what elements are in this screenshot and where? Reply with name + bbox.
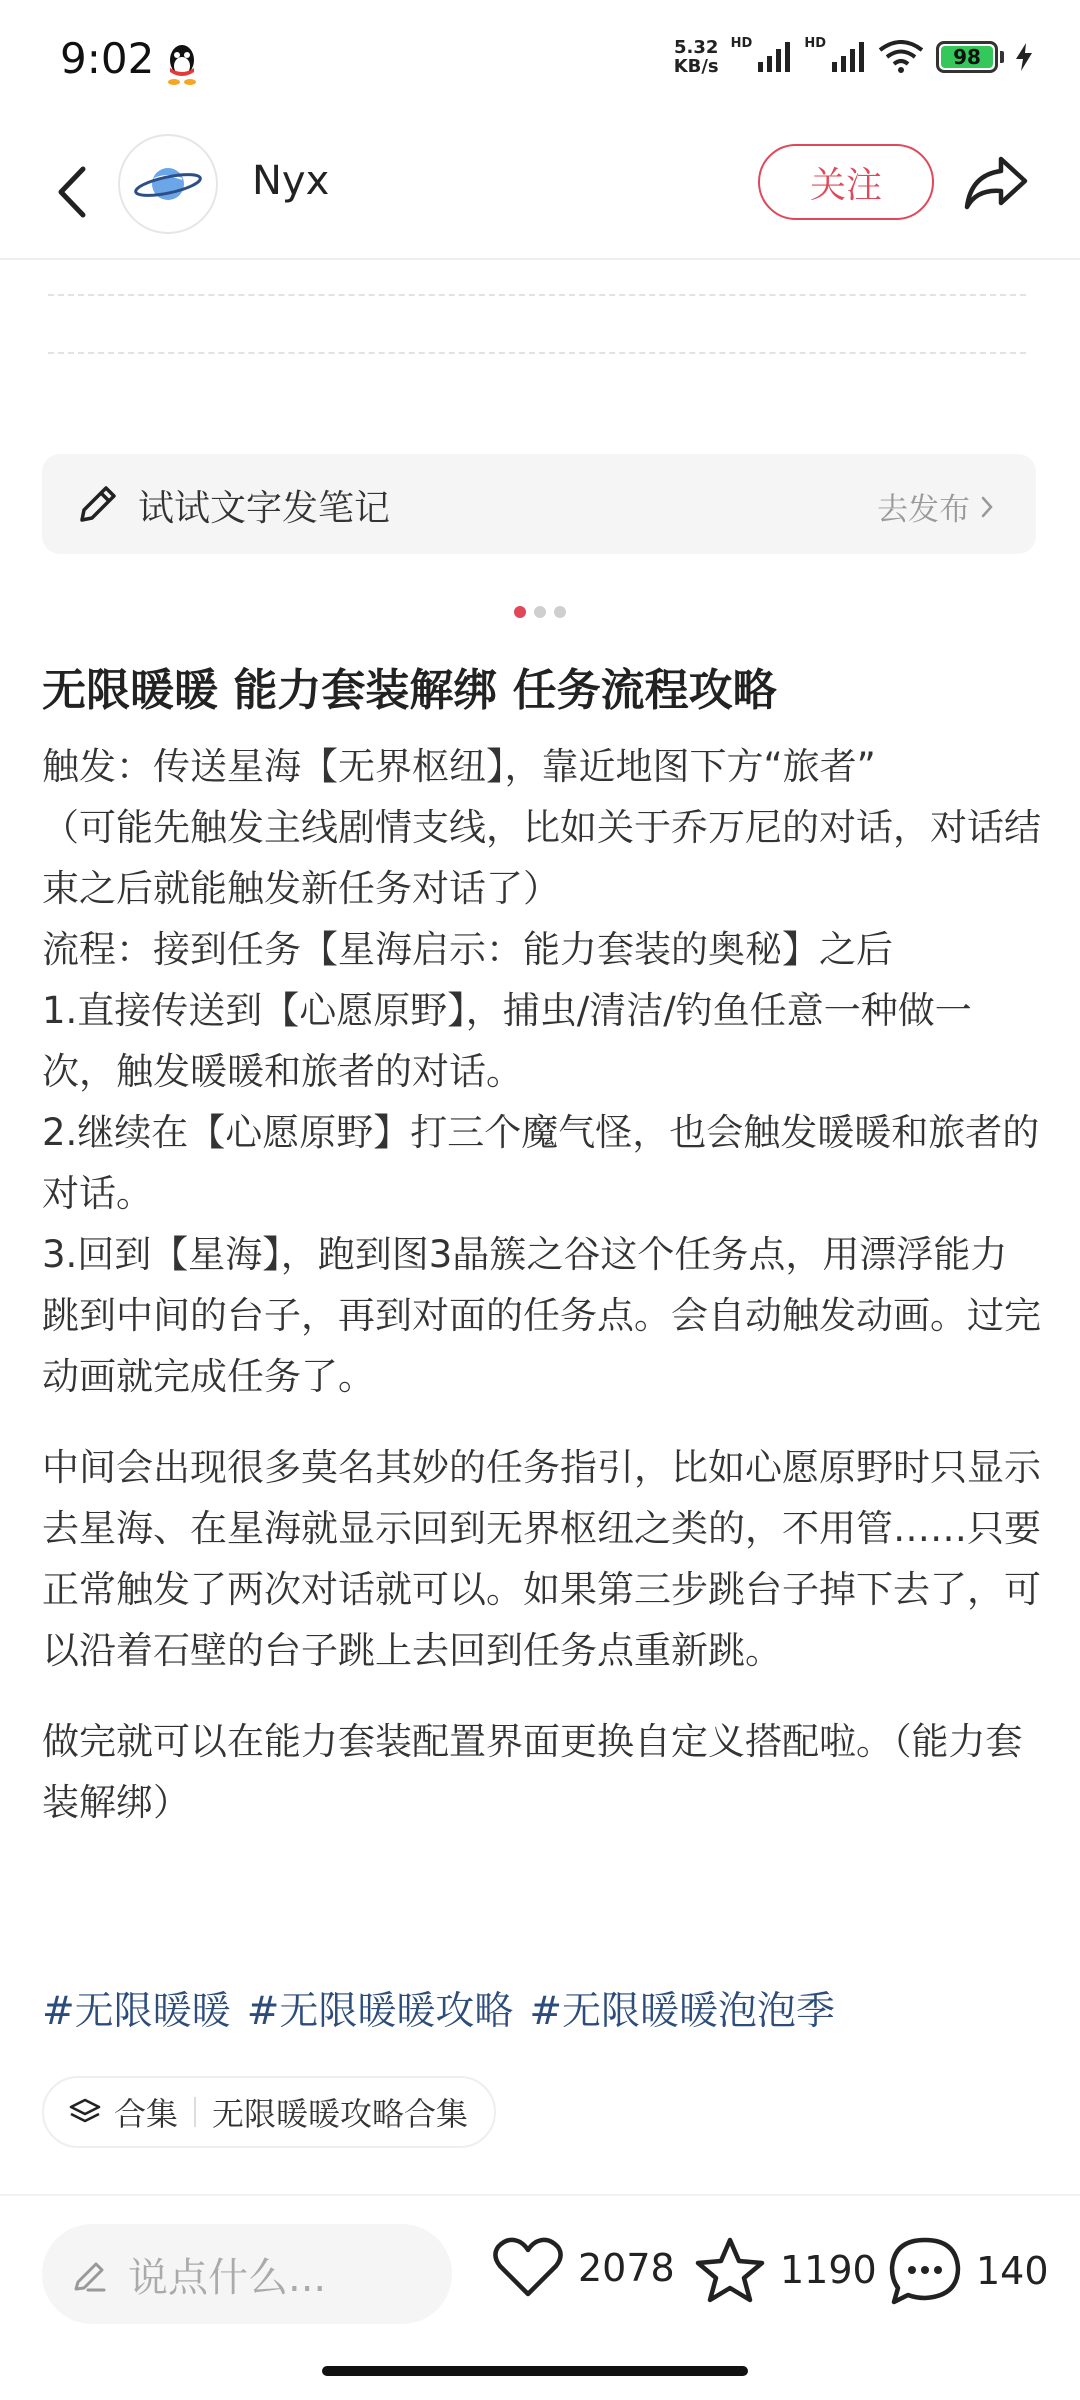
follow-button[interactable]: 关注 [758, 144, 934, 220]
like-count: 2078 [578, 2246, 675, 2290]
battery-level: 98 [941, 46, 993, 68]
carousel-dot[interactable] [554, 606, 566, 618]
collection-name: 无限暖暖攻略合集 [212, 2095, 469, 2133]
hashtag[interactable]: #无限暖暖 [42, 1989, 231, 2034]
post-header [0, 128, 1080, 260]
carousel-dot[interactable] [534, 606, 546, 618]
wifi-icon [878, 40, 924, 74]
tag-list [42, 1980, 835, 2036]
signal-icon [832, 42, 866, 72]
comment-count: 140 [976, 2249, 1049, 2293]
username[interactable]: Nyx [252, 158, 330, 204]
publish-link[interactable] [877, 484, 994, 529]
paragraph: 2.继续在【心愿原野】打三个魔气怪，也会触发暖暖和旅者的对话。 [42, 1111, 1040, 1215]
network-speed [674, 38, 719, 76]
qq-icon [162, 42, 202, 86]
hashtag[interactable]: #无限暖暖泡泡季 [529, 1989, 836, 2034]
avatar[interactable] [118, 134, 218, 234]
planet-icon [133, 159, 203, 209]
network-speed-value: 5.32 [673, 37, 719, 58]
home-indicator[interactable] [322, 2366, 748, 2376]
bottom-action-bar [0, 2194, 1080, 2352]
hashtag[interactable]: #无限暖暖攻略 [246, 1989, 514, 2034]
paragraph: 3.回到【星海】，跑到图3晶簇之谷这个任务点，用漂浮能力跳到中间的台子，再到对面的任务点。会自动触发动画。过完动画就完成任务了。 [42, 1233, 1041, 1398]
collection-label: 合集 [114, 2095, 179, 2133]
carousel-dot[interactable] [514, 606, 526, 618]
favorite-count: 1190 [780, 2248, 877, 2292]
divider [48, 294, 1026, 296]
paragraph: 触发：传送星海【无界枢纽】，靠近地图下方“旅者” [42, 745, 876, 788]
signal-icon [758, 42, 792, 72]
charging-icon [1016, 43, 1032, 71]
pencil-icon [70, 2254, 110, 2294]
status-time: 9:02 [60, 34, 155, 83]
collection-chip[interactable] [42, 2076, 496, 2148]
layers-icon [68, 2097, 102, 2127]
hd-label-2: HD [804, 35, 826, 51]
back-icon [55, 165, 87, 219]
hd-label-1: HD [730, 35, 753, 51]
like-button[interactable] [492, 2236, 675, 2300]
star-icon [694, 2236, 766, 2304]
battery-indicator [936, 41, 1004, 73]
network-speed-unit: KB/s [673, 56, 719, 77]
pencil-icon [76, 480, 122, 526]
publish-label: 去发布 [877, 492, 970, 528]
post-title: 无限暖暖 能力套装解绑 任务流程攻略 [42, 665, 777, 716]
share-button[interactable] [960, 148, 1032, 218]
paragraph: 流程：接到任务【星海启示：能力套装的奥秘】之后 [42, 928, 893, 971]
comment-button[interactable] [888, 2236, 1049, 2306]
heart-icon [492, 2236, 564, 2300]
paragraph: 1.直接传送到【心愿原野】，捕虫/清洁/钓鱼任意一种做一次，触发暖暖和旅者的对话。 [42, 989, 972, 1093]
comment-placeholder: 说点什么... [128, 2254, 327, 2301]
carousel-indicator [0, 606, 1080, 618]
post-body [42, 736, 1042, 1833]
status-bar [0, 0, 1080, 128]
divider [48, 352, 1026, 354]
paragraph: （可能先触发主线剧情支线，比如关于乔万尼的对话，对话结束之后就能触发新任务对话了） [42, 806, 1041, 910]
comment-icon [888, 2236, 962, 2306]
back-button[interactable] [36, 156, 106, 228]
write-note-prompt[interactable] [42, 454, 1036, 554]
share-icon [963, 155, 1029, 211]
chevron-right-icon [980, 495, 994, 519]
prompt-text: 试试文字发笔记 [138, 488, 391, 529]
comment-input[interactable] [42, 2224, 452, 2324]
favorite-button[interactable] [694, 2236, 877, 2304]
paragraph: 中间会出现很多莫名其妙的任务指引，比如心愿原野时只显示去星海、在星海就显示回到无界枢纽之类的，不用管……只要正常触发了两次对话就可以。如果第三步跳台子掉下去了，可以沿着石壁的台子跳上去回到任务点重新跳。 [42, 1446, 1041, 1672]
paragraph: 做完就可以在能力套装配置界面更换自定义搭配啦。（能力套装解绑） [42, 1720, 1023, 1824]
